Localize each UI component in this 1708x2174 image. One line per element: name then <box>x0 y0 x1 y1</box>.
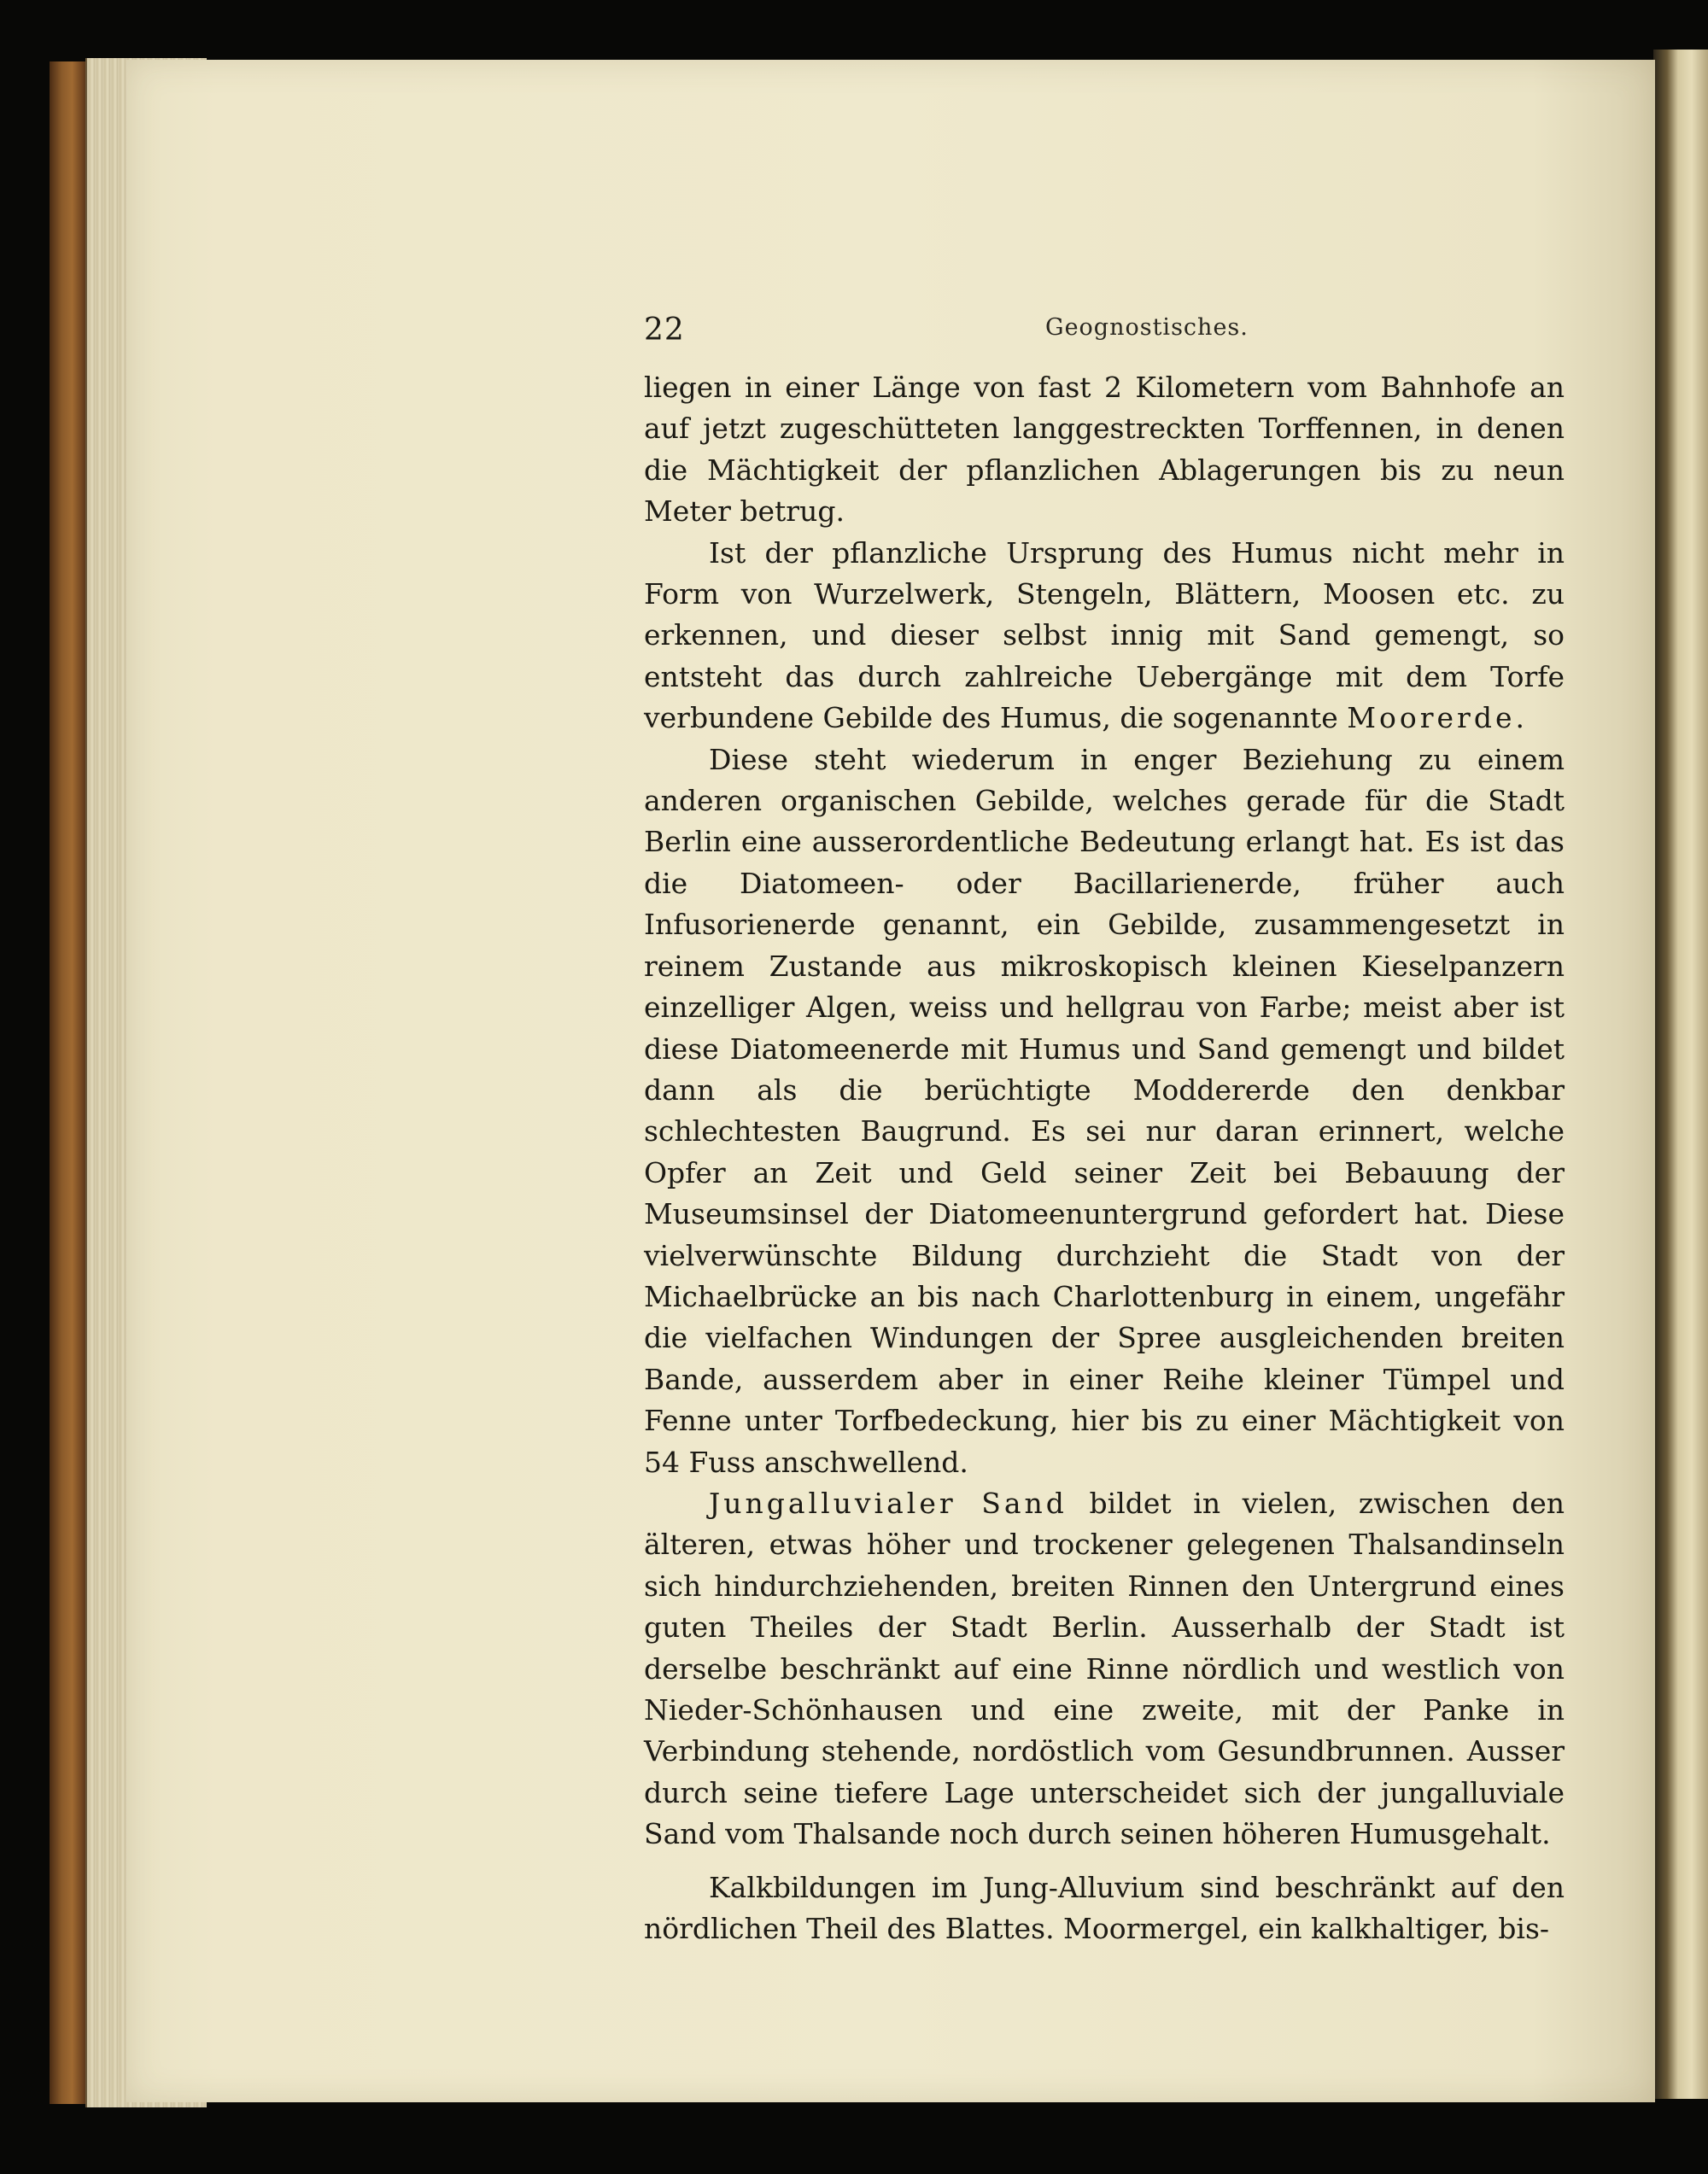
paragraph-3: Diese steht wiederum in enger Beziehung zu einem anderen organischen Gebilde, welches gerade für die Stadt Berlin eine ausserordentliche Bedeutung erlangt hat. Es ist das die Diatomeen- oder Bacillarienerde, früher auch Infusorienerde genannt, ein Gebilde, zusammengesetzt in reinem Zustande aus mikroskopisch kleinen Kieselpanzern einzelliger Algen, weiss und hellgrau von Farbe; meist aber ist diese Diatomeenerde mit Humus und Sand gemengt und bildet dann als die berüchtigte Moddererde den denkbar schlechtesten Baugrund. Es sei nur daran erinnert, welche Opfer an Zeit und Geld seiner Zeit bei Bebauung der Museumsinsel der Diatomeenuntergrund gefordert hat. Diese vielverwünschte Bildung durchzieht die Stadt von der Michaelbrücke an bis nach Charlottenburg in einem, ungefähr die vielfachen Windungen der Spree ausgleichenden breiten Bande, ausserdem aber in einer Reihe kleiner Tümpel und Fenne unter Torfbedeckung, hier bis zu einer Mächtigkeit von 54 Fuss anschwellend. <box>644 742 1565 1479</box>
paragraph-4: Jungalluvialer Sand bildet in vielen, zwischen den älteren, etwas höher und trockener gelegenen Thalsandinseln sich hindurchziehenden, breiten Rinnen den Untergrund eines guten Theiles der Stadt Berlin. Ausserhalb der Stadt ist derselbe beschränkt auf eine Rinne nördlich und westlich von Nieder-Schönhausen und eine zweite, mit der Panke in Verbindung stehende, nordöstlich vom Gesundbrunnen. Ausser durch seine tiefere Lage unterscheidet sich der jungalluviale Sand vom Thalsande noch durch seinen höheren Humusgehalt. <box>644 1486 1565 1851</box>
paragraph-5: Kalkbildungen im Jung-Alluvium sind beschränkt auf den nördlichen Theil des Blattes. Moormergel, ein kalkhaltiger, bis- <box>644 1870 1565 1946</box>
page-header <box>644 313 1565 350</box>
term-moorerde: Moorerde <box>1347 701 1516 735</box>
body-text <box>644 367 1565 1949</box>
book-page <box>126 60 1655 2102</box>
book-spine <box>50 61 91 2104</box>
facing-page-edge <box>1653 50 1708 2099</box>
paragraph-2: Ist der pflanzliche Ursprung des Humus nicht mehr in Form von Wurzelwerk, Stengeln, Blättern, Moosen etc. zu erkennen, und dieser selbst innig mit Sand gemengt, so entsteht das durch zahlreiche Uebergänge mit dem Torfe verbundene Gebilde des Humus, die sogenannte Moorerde. <box>644 535 1565 735</box>
page-number: 22 <box>644 313 685 348</box>
term-jungalluvialer-sand: Jungalluvialer Sand <box>709 1486 1068 1520</box>
paragraph-1: liegen in einer Länge von fast 2 Kilometern vom Bahnhofe an auf jetzt zugeschütteten langgestreckten Torffennen, in denen die Mächtigkeit der pflanzlichen Ablagerungen bis zu neun Meter betrug. <box>644 371 1565 529</box>
running-head: Geognostisches. <box>1045 314 1249 341</box>
